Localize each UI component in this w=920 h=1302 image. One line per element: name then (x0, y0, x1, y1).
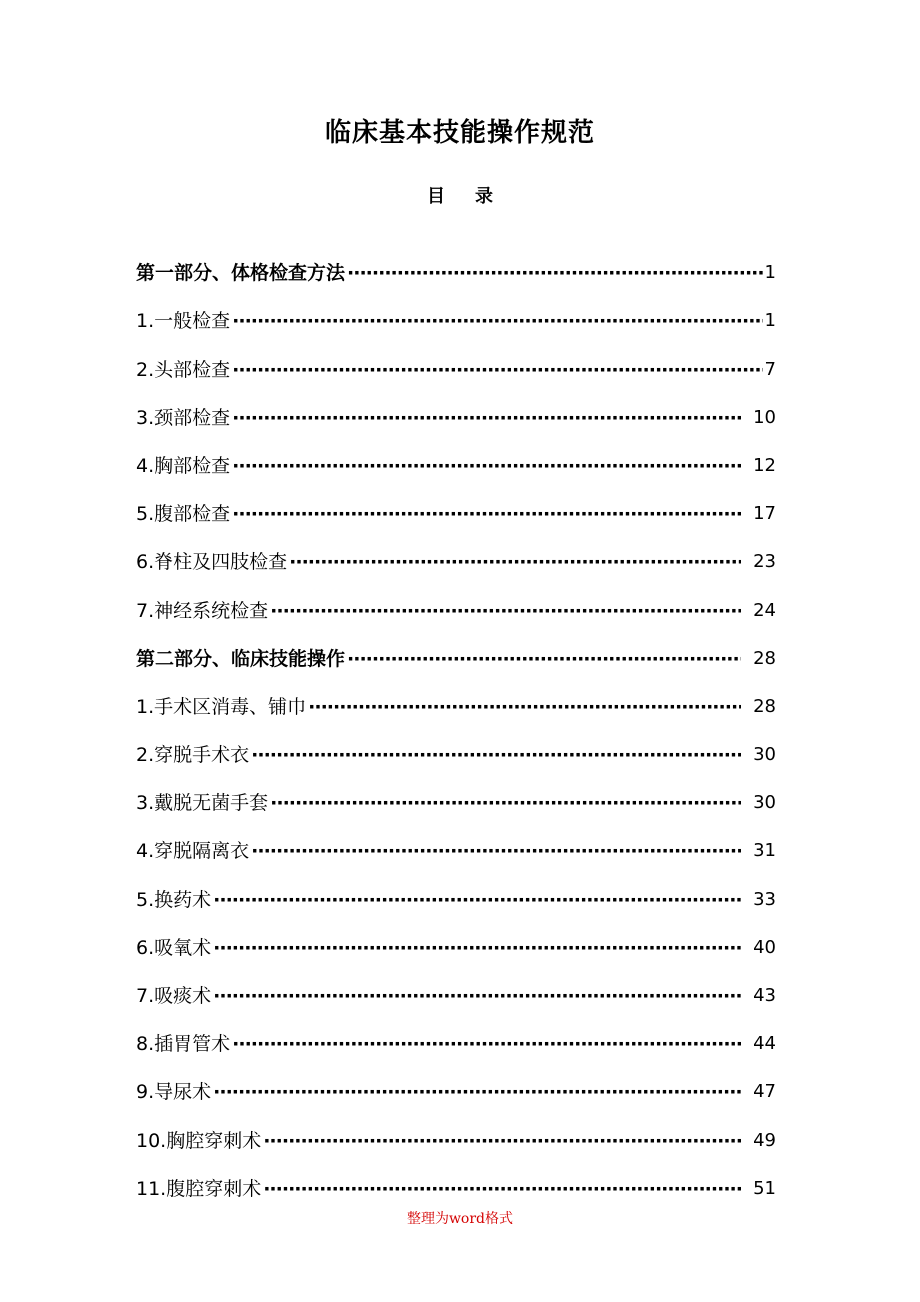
toc-dot-leader (232, 405, 741, 431)
toc-dot-leader (289, 549, 741, 575)
toc-entry-label: 1.手术区消毒、铺巾 (136, 695, 307, 718)
toc-heading-char-2: 录 (475, 186, 493, 207)
toc-entry[interactable] (136, 479, 776, 527)
toc-entry[interactable] (136, 913, 776, 961)
toc-entry-page-number: 23 (753, 551, 776, 573)
toc-dot-leader (232, 308, 762, 334)
toc-entry-label: 6.脊柱及四肢检查 (136, 551, 288, 574)
toc-entry-label: 8.插胃管术 (136, 1033, 231, 1056)
toc-entry[interactable] (136, 1154, 776, 1202)
toc-entry-page-number: 49 (753, 1129, 776, 1151)
toc-entry-page-number: 33 (753, 888, 776, 910)
toc-entry-label: 10.胸腔穿刺术 (136, 1129, 262, 1152)
toc-entry-label: 第二部分、临床技能操作 (136, 647, 346, 670)
toc-entry-page-number: 44 (753, 1033, 776, 1055)
toc-entry-page-number: 1 (764, 310, 776, 332)
toc-dot-leader (308, 694, 741, 720)
toc-entry-label: 5.换药术 (136, 888, 212, 911)
toc-dot-leader (251, 838, 741, 864)
toc-entry-page-number: 40 (753, 936, 776, 958)
toc-entry[interactable] (136, 383, 776, 431)
toc-dot-leader (347, 646, 741, 672)
toc-entry[interactable] (136, 816, 776, 864)
toc-dot-leader (263, 1128, 741, 1154)
toc-entry-label: 4.胸部检查 (136, 454, 231, 477)
toc-dot-leader (232, 501, 741, 527)
toc-dot-leader (232, 357, 762, 383)
table-of-contents (136, 238, 776, 1202)
toc-entry-page-number: 28 (753, 647, 776, 669)
toc-entry-label: 2.穿脱手术衣 (136, 744, 250, 767)
toc-entry-page-number: 43 (753, 985, 776, 1006)
toc-section-entry[interactable] (136, 624, 776, 672)
toc-entry-page-number: 17 (753, 503, 776, 525)
toc-entry[interactable] (136, 334, 776, 382)
toc-entry[interactable] (136, 672, 776, 720)
toc-heading (0, 182, 920, 208)
toc-entry-label: 3.颈部检查 (136, 406, 231, 429)
toc-entry-label: 9.导尿术 (136, 1081, 212, 1104)
toc-entry-label: 6.吸氧术 (136, 936, 212, 959)
toc-entry-label: 4.穿脱隔离衣 (136, 840, 250, 863)
toc-entry[interactable] (136, 961, 776, 1009)
toc-entry[interactable] (136, 575, 776, 623)
toc-entry[interactable] (136, 431, 776, 479)
toc-dot-leader (232, 453, 741, 479)
footer-note: 整理为word格式 (406, 1211, 514, 1227)
toc-section-entry[interactable] (136, 238, 776, 286)
toc-entry-label: 第一部分、体格检查方法 (136, 262, 346, 285)
toc-entry-label: 7.吸痰术 (136, 985, 212, 1007)
toc-entry-page-number: 24 (753, 599, 776, 621)
toc-dot-leader (263, 1176, 741, 1202)
toc-entry-label: 5.腹部检查 (136, 503, 231, 526)
toc-heading-char-1: 目 (427, 186, 445, 207)
toc-entry-page-number: 10 (753, 406, 776, 428)
toc-dot-leader (213, 935, 741, 961)
toc-dot-leader (251, 742, 741, 768)
toc-entry-label: 1.一般检查 (136, 310, 231, 333)
toc-entry-page-number: 1 (764, 262, 776, 284)
toc-entry-label: 7.神经系统检查 (136, 599, 269, 622)
toc-entry-page-number: 28 (753, 695, 776, 717)
toc-entry[interactable] (136, 286, 776, 334)
document-title: 临床基本技能操作规范 (324, 118, 595, 148)
toc-entry[interactable] (136, 1105, 776, 1153)
toc-entry-page-number: 30 (753, 792, 776, 814)
toc-entry-page-number: 30 (753, 744, 776, 766)
toc-entry[interactable] (136, 1057, 776, 1105)
toc-dot-leader (213, 887, 741, 913)
toc-dot-leader (213, 983, 741, 1009)
toc-entry[interactable] (136, 864, 776, 912)
toc-entry-page-number: 31 (753, 840, 776, 862)
toc-dot-leader (270, 598, 741, 624)
toc-dot-leader (270, 790, 741, 816)
toc-entry-page-number: 47 (753, 1081, 776, 1103)
toc-entry[interactable] (136, 527, 776, 575)
toc-entry-label: 2.头部检查 (136, 358, 231, 381)
toc-entry[interactable] (136, 768, 776, 816)
toc-dot-leader (232, 1031, 741, 1057)
toc-entry[interactable] (136, 720, 776, 768)
toc-dot-leader (213, 1079, 741, 1105)
toc-entry[interactable] (136, 1009, 776, 1057)
toc-entry-page-number: 51 (753, 1177, 776, 1199)
toc-dot-leader (347, 260, 763, 286)
toc-entry-page-number: 7 (764, 358, 776, 380)
toc-entry-label: 3.戴脱无菌手套 (136, 792, 269, 815)
toc-entry-label: 11.腹腔穿刺术 (136, 1177, 262, 1200)
toc-entry-page-number: 12 (753, 454, 776, 476)
